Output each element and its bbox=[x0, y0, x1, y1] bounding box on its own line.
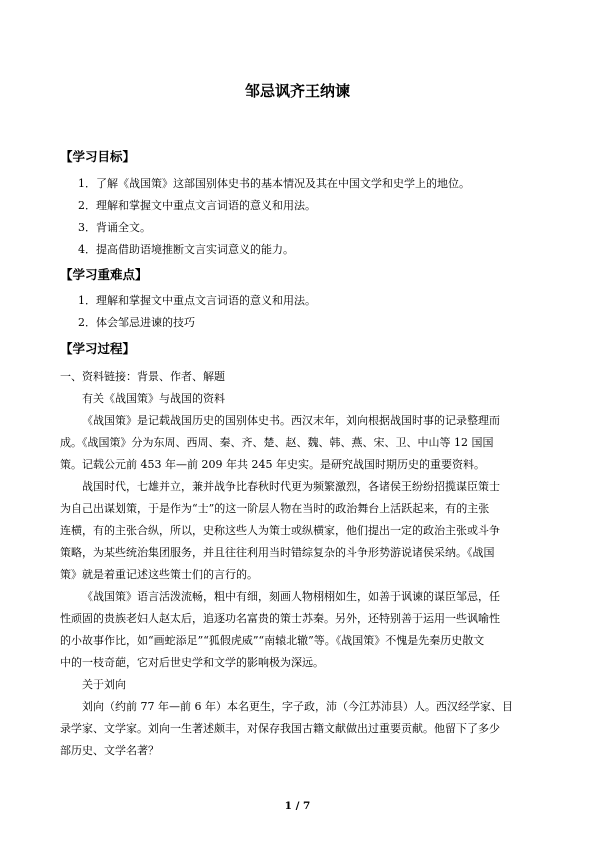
section-heading-key-points: 【学习重难点】 bbox=[60, 267, 148, 282]
goal-item: 3．背诵全文。 bbox=[78, 221, 151, 234]
key-point-item: 2．体会邹忌进谏的技巧 bbox=[78, 316, 195, 329]
process-line: 战国时代，七雄并立，兼并战争比春秋时代更为频繁激烈，各诸侯王纷纷招揽谋臣策士 bbox=[82, 480, 500, 493]
process-line: 为自己出谋划策，于是作为“士”的这一阶层人物在当时的政治舞台上活跃起来，有的主张 bbox=[60, 502, 490, 515]
process-line: 录学家、文学家。刘向一生著述颇丰，对保存我国古籍文献做出过重要贡献。他留下了多少 bbox=[60, 722, 500, 735]
goal-item: 2．理解和掌握文中重点文言词语的意义和用法。 bbox=[78, 199, 316, 212]
process-line: 的小故事作比，如“画蛇添足”“狐假虎威”“南辕北辙”等。《战国策》不愧是先秦历史散文 bbox=[60, 634, 485, 647]
process-line: 策。记载公元前 453 年—前 209 年共 245 年史实。是研究战国时期历史的重要资料。 bbox=[60, 458, 485, 471]
process-line: 《战国策》语言活泼流畅，粗中有细，刻画人物栩栩如生，如善于讽谏的谋臣邹忌，任 bbox=[82, 590, 500, 603]
goal-item: 4．提高借助语境推断文言实词意义的能力。 bbox=[78, 243, 294, 256]
goal-item: 1．了解《战国策》这部国别体史书的基本情况及其在中国文学和史学上的地位。 bbox=[78, 177, 470, 190]
process-line: 关于刘向 bbox=[82, 678, 126, 691]
process-line: 有关《战国策》与战国的资料 bbox=[82, 392, 225, 405]
process-line: 中的一枝奇葩，它对后世史学和文学的影响极为深远。 bbox=[60, 656, 324, 669]
key-point-item: 1．理解和掌握文中重点文言词语的意义和用法。 bbox=[78, 294, 316, 307]
process-line: 连横，有的主张合纵，所以，史称这些人为策士或纵横家，他们提出一定的政治主张或斗争 bbox=[60, 524, 500, 537]
process-line: 性顽固的贵族老妇人赵太后，追逐功名富贵的策士苏秦。另外，还特别善于运用一些讽喻性 bbox=[60, 612, 500, 625]
process-line: 部历史、文学名著？ bbox=[60, 744, 159, 757]
process-line: 成。《战国策》分为东周、西周、秦、齐、楚、赵、魏、韩、燕、宋、卫、中山等 12 国国 bbox=[60, 436, 494, 449]
process-line: 策略，为某些统治集团服务，并且往往利用当时错综复杂的斗争形势游说诸侯采纳。《战国 bbox=[60, 546, 495, 559]
section-heading-process: 【学习过程】 bbox=[60, 341, 136, 356]
page-number: 1 / 7 bbox=[284, 800, 311, 812]
process-line: 《战国策》是记载战国历史的国别体史书。西汉末年，刘向根据战国时事的记录整理而 bbox=[82, 414, 500, 427]
process-line: 刘向（约前 77 年—前 6 年）本名更生，字子政，沛（今江苏沛县）人。西汉经学家、目 bbox=[82, 700, 513, 713]
process-line: 一、资料链接：背景、作者、解题 bbox=[60, 370, 225, 383]
process-line: 策》就是着重记述这些策士们的言行的。 bbox=[60, 568, 258, 581]
document-title: 邹忌讽齐王纳谏 bbox=[244, 82, 350, 100]
section-heading-goals: 【学习目标】 bbox=[60, 149, 136, 164]
